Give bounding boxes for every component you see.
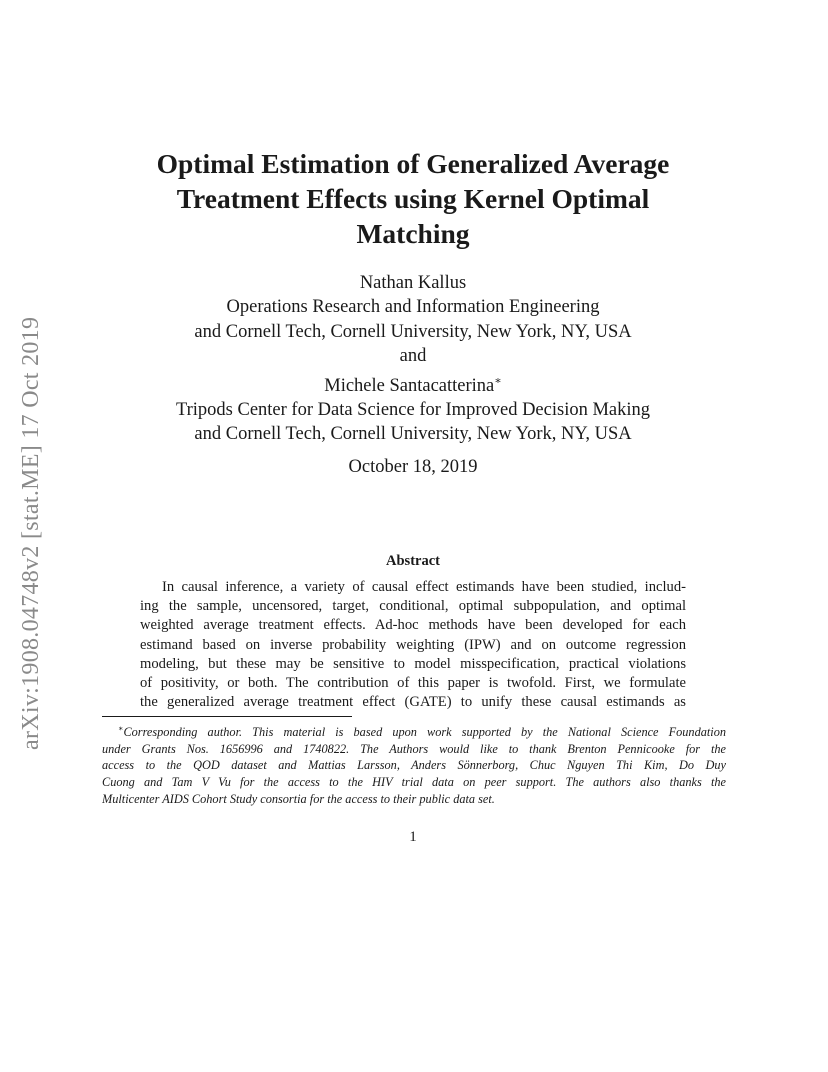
author-block	[100, 271, 726, 447]
footnote-line: under Grants Nos. 1656996 and 1740822. The Authors would like to thank Brenton Pennicooke for the	[102, 741, 726, 756]
author-affiliation: Tripods Center for Data Science for Improved Decision Making	[175, 400, 651, 421]
footnote-mark: ∗	[118, 724, 124, 733]
publication-date: October 18, 2019	[348, 457, 478, 477]
abstract-line: of positivity, or both. The contribution of this paper is twofold. First, we formulate	[140, 675, 686, 692]
author-affiliation: and Cornell Tech, Cornell University, New York, NY, USA	[194, 321, 632, 342]
footnote	[102, 721, 726, 808]
footnote-line: Multicenter AIDS Cohort Study consortia for the access to their public data set.	[102, 791, 495, 806]
author-conjunction: and	[399, 346, 427, 367]
author-affiliation: Operations Research and Information Engineering	[226, 297, 600, 318]
title-line: Optimal Estimation of Generalized Average	[156, 148, 670, 179]
abstract-body	[140, 578, 686, 712]
abstract-line: modeling, but these may be sensitive to model misspecification, practical violations	[140, 655, 686, 672]
footnote-line: Cuong and Tam V Vu for the access to the HIV trial data on peer support. The authors also thanks the	[102, 775, 726, 790]
corresponding-author-mark: ∗	[494, 374, 502, 387]
abstract-line: estimand based on inverse probability weighting (IPW) and on outcome regression	[140, 636, 686, 653]
author-name-line	[100, 369, 726, 398]
title-line: Treatment Effects using Kernel Optimal	[176, 183, 650, 214]
footnote-divider	[102, 716, 352, 717]
footnote-line	[102, 721, 726, 741]
abstract-line: ing the sample, uncensored, target, conditional, optimal subpopulation, and optimal	[140, 598, 686, 615]
arxiv-identifier-stamp: arXiv:1908.04748v2 [stat.ME] 17 Oct 2019	[18, 316, 44, 750]
footnote-line: access to the QOD dataset and Mattias Larsson, Anders Sönnerborg, Chuc Nguyen Thi Kim, Do Duy	[102, 758, 726, 773]
abstract-line: weighted average treatment effects. Ad-hoc methods have been developed for each	[140, 617, 686, 634]
footnote-text: Corresponding author. This material is based upon work supported by the National Science Foundation	[123, 725, 726, 739]
abstract-line: In causal inference, a variety of causal effect estimands have been studied, includ-	[162, 579, 686, 595]
author-affiliation: and Cornell Tech, Cornell University, New York, NY, USA	[194, 424, 632, 445]
title-line: Matching	[356, 218, 470, 249]
abstract-line: the generalized average treatment effect (GATE) to unify these causal estimands as	[140, 694, 686, 711]
author-name: Nathan Kallus	[359, 273, 467, 293]
page-number: 1	[409, 829, 417, 845]
abstract-heading: Abstract	[386, 553, 440, 569]
author-name: Michele Santacatterina	[324, 375, 495, 396]
paper-title	[100, 146, 726, 251]
